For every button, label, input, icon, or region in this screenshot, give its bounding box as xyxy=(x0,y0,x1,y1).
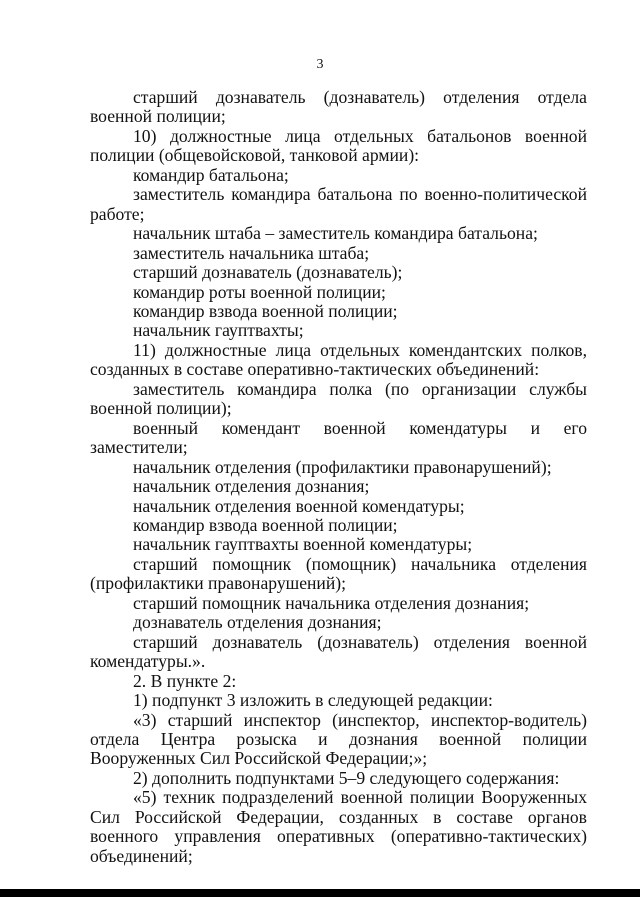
paragraph: «3) старший инспектор (инспектор, инспектор-водитель) отдела Центра розыска и дознания военной полиции Вооруженных Сил Российской Федерации;»; xyxy=(90,709,587,769)
paragraph: командир взвода военной полиции; xyxy=(133,514,398,535)
paragraph: 11) должностные лица отдельных комендантских полков, созданных в составе оперативно-тактических объединений: xyxy=(90,339,587,380)
page-number: 3 xyxy=(316,57,324,72)
scan-edge xyxy=(0,889,640,897)
paragraph: старший дознаватель (дознаватель) отделения отдела военной полиции; xyxy=(90,87,587,127)
paragraph: начальник гауптвахты военной комендатуры; xyxy=(133,534,473,555)
paragraph: 2. В пункте 2: xyxy=(133,670,237,691)
paragraph: заместитель командира батальона по военно-политической работе; xyxy=(90,184,587,224)
paragraph: начальник отделения военной комендатуры; xyxy=(133,495,465,516)
paragraph: начальник отделения дознания; xyxy=(133,476,370,497)
paragraph: командир батальона; xyxy=(133,164,289,185)
paragraph: начальник гауптвахты; xyxy=(133,320,304,341)
paragraph: старший дознаватель (дознаватель); xyxy=(133,262,403,283)
paragraph: заместитель командира полка (по организации службы военной полиции); xyxy=(90,378,587,419)
paragraph: военный комендант военной комендатуры и его заместители; xyxy=(90,417,587,458)
paragraph: командир роты военной полиции; xyxy=(133,281,386,302)
document-body xyxy=(90,88,587,866)
paragraph: заместитель начальника штаба; xyxy=(133,242,370,263)
paragraph: 1) подпункт 3 изложить в следующей редакции: xyxy=(133,690,493,711)
paragraph: 2) дополнить подпунктами 5–9 следующего содержания: xyxy=(133,767,560,788)
paragraph: начальник отделения (профилактики правонарушений); xyxy=(133,456,552,477)
paragraph: 10) должностные лица отдельных батальонов военной полиции (общевойсковой, танковой армии): xyxy=(90,125,587,166)
paragraph: командир взвода военной полиции; xyxy=(133,300,398,321)
paragraph: начальник штаба – заместитель командира батальона; xyxy=(133,223,538,244)
paragraph: старший помощник начальника отделения дознания; xyxy=(133,592,530,613)
paragraph: дознаватель отделения дознания; xyxy=(133,612,382,633)
paragraph: «5) техник подразделений военной полиции Вооруженных Сил Российской Федерации, созданных в составе органов военного управления оперативных (оперативно-тактических) объединений; xyxy=(90,787,587,866)
paragraph: старший дознаватель (дознаватель) отделения военной комендатуры.». xyxy=(90,631,587,672)
paragraph: старший помощник (помощник) начальника отделения (профилактики правонарушений); xyxy=(90,553,587,594)
